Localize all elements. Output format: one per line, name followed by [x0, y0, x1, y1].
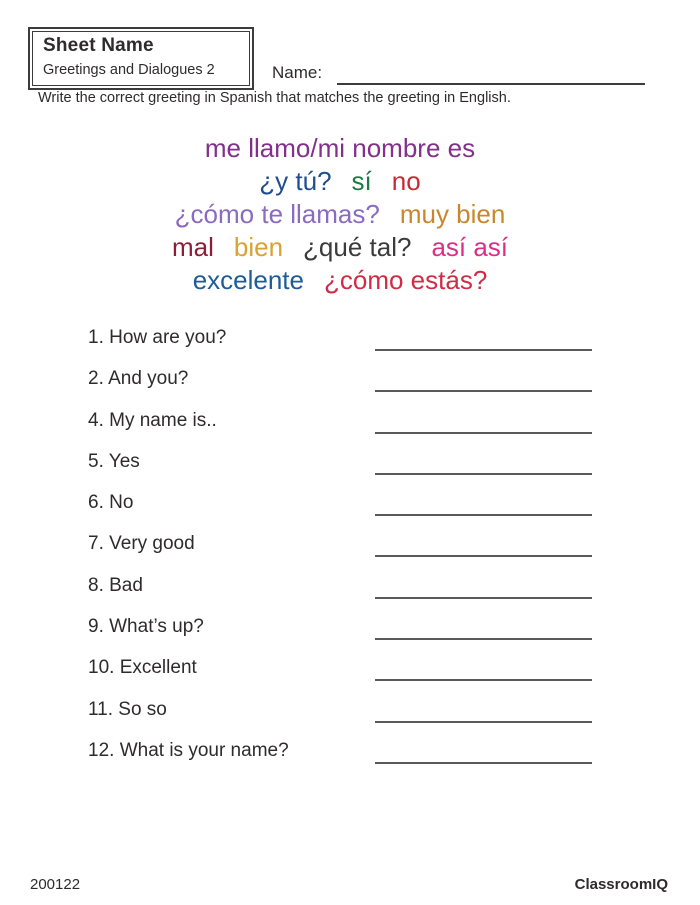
word-bank-line	[0, 165, 680, 198]
question-label: 8. Bad	[88, 574, 143, 596]
question-label: 12. What is your name?	[88, 739, 289, 761]
answer-blank-line[interactable]	[375, 555, 592, 557]
word-bank-word: ¿y tú?	[259, 166, 332, 196]
sheet-title-box-inner	[32, 31, 250, 86]
footer	[30, 876, 668, 893]
word-bank-word: mal	[171, 232, 214, 262]
word-bank-word: ¿cómo estás?	[324, 265, 488, 295]
answer-blank-line[interactable]	[375, 762, 592, 764]
answer-blank-line[interactable]	[375, 473, 592, 475]
question-label: 11. So so	[88, 698, 167, 720]
instruction-text: Write the correct greeting in Spanish that matches the greeting in English.	[38, 90, 511, 106]
footer-code: 200122	[30, 876, 81, 893]
footer-brand: ClassroomIQ	[574, 876, 668, 893]
answer-blank-line[interactable]	[375, 514, 592, 516]
word-bank-line	[0, 264, 680, 297]
answer-blank-line[interactable]	[375, 597, 592, 599]
question-label: 9. What’s up?	[88, 616, 204, 638]
question-row	[88, 698, 608, 739]
word-bank-word: no	[391, 166, 421, 196]
question-row	[88, 739, 608, 780]
question-label: 10. Excellent	[88, 657, 197, 679]
word-bank-word: ¿cómo te llamas?	[174, 199, 380, 229]
question-label: 6. No	[88, 492, 134, 514]
answer-blank-line[interactable]	[375, 638, 592, 640]
answer-blank-line[interactable]	[375, 721, 592, 723]
name-label: Name:	[272, 63, 323, 82]
word-bank-word: bien	[233, 232, 284, 262]
word-bank-word: así así	[431, 232, 509, 262]
word-bank-line	[0, 198, 680, 231]
question-row	[88, 450, 608, 491]
answer-blank-line[interactable]	[375, 349, 592, 351]
question-label: 2. And you?	[88, 368, 189, 390]
question-row	[88, 367, 608, 408]
word-bank-word: ¿qué tal?	[303, 232, 412, 262]
sheet-subtitle: Greetings and Dialogues 2	[43, 62, 215, 78]
sheet-title: Sheet Name	[43, 35, 154, 56]
word-bank-line	[0, 231, 680, 264]
question-label: 5. Yes	[88, 450, 140, 472]
sheet-title-box	[28, 27, 254, 90]
word-bank	[0, 132, 680, 297]
answer-blank-line[interactable]	[375, 432, 592, 434]
word-bank-word: sí	[351, 166, 372, 196]
word-bank-line	[0, 132, 680, 165]
question-row	[88, 409, 608, 450]
question-label: 4. My name is..	[88, 409, 217, 431]
question-row	[88, 615, 608, 656]
question-row	[88, 532, 608, 573]
word-bank-word: me llamo/mi nombre es	[204, 133, 476, 163]
question-label: 1. How are you?	[88, 327, 227, 348]
answer-blank-line[interactable]	[375, 679, 592, 681]
word-bank-word: muy bien	[399, 199, 506, 229]
name-blank-line[interactable]	[337, 67, 645, 85]
question-row	[88, 574, 608, 615]
question-label: 7. Very good	[88, 533, 195, 555]
answer-blank-line[interactable]	[375, 390, 592, 392]
question-row	[88, 326, 608, 367]
word-bank-word: excelente	[192, 265, 304, 295]
question-row	[88, 656, 608, 697]
question-list	[88, 326, 608, 780]
question-row	[88, 491, 608, 532]
